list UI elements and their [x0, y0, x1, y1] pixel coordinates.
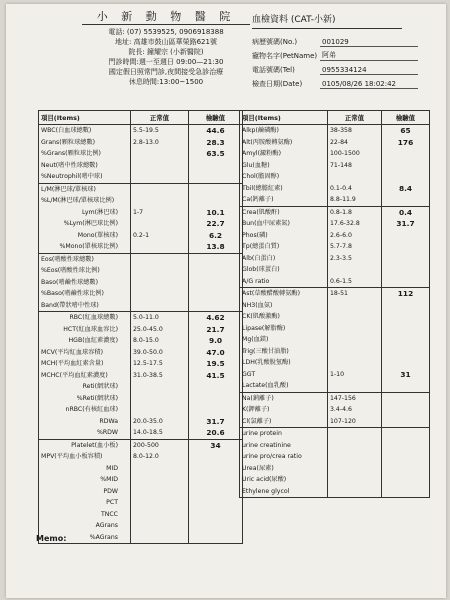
reference-range: [330, 323, 379, 335]
column-header-ref: 正常值: [328, 111, 382, 125]
item-name: WBC(白血球總數): [41, 127, 92, 134]
test-result: [384, 323, 427, 335]
reference-range-cell: [328, 125, 382, 207]
test-result: [191, 451, 240, 463]
reference-range: [330, 451, 379, 463]
clinic-rest-time: 休息時間:13:00~1500: [128, 78, 204, 86]
test-result: [384, 451, 427, 463]
item-name: %Baso(嗜鹼性球比例): [41, 290, 104, 297]
item-name: %Neutrophil(嗜中球): [41, 173, 103, 180]
reference-range: 1-7: [133, 208, 144, 216]
item-name: Grans(顆粒球總數): [41, 138, 96, 146]
report-title-rule: [252, 28, 402, 29]
reference-range: 71-148: [330, 161, 352, 169]
meta-label: 電話號碼(Tel): [252, 66, 295, 74]
reference-range: [133, 300, 186, 312]
reference-range: [330, 334, 379, 346]
test-result: [191, 277, 240, 289]
reference-range: [330, 357, 379, 369]
meta-label: 寵物名字(PetName): [252, 52, 318, 60]
test-result: 65: [400, 126, 411, 135]
reference-range: [330, 474, 379, 486]
item-name: Ast(草酸醋酸轉氨酶): [242, 290, 301, 297]
reference-range-cell: [328, 392, 382, 428]
item-name: Bun(血中尿素氮): [242, 220, 290, 227]
item-name: Urea(尿素): [242, 464, 274, 472]
test-result-cell: [189, 439, 243, 544]
test-result: [384, 334, 427, 346]
test-result-cell: [189, 183, 243, 253]
item-name: MPV(平均血小板容積): [41, 453, 103, 460]
item-name: Ca(鈣離子): [242, 196, 274, 203]
test-result: 47.0: [206, 347, 225, 357]
item-name-cell: [240, 288, 328, 393]
table-section-row: [39, 183, 243, 253]
item-name: Mono(單核球): [77, 231, 118, 239]
reference-range: 38-358: [330, 127, 352, 134]
test-result: [384, 486, 427, 498]
item-name: K(鉀離子): [242, 406, 270, 413]
item-name: Neut(嗜中性球總數): [41, 161, 98, 169]
item-name-cell: [39, 253, 131, 312]
item-name: Ethylene glycol: [242, 487, 290, 495]
test-result: [384, 264, 427, 276]
item-name: Crea(肌酸酐): [242, 208, 280, 216]
test-result: 19.5: [206, 359, 225, 368]
clinic-header: [76, 12, 256, 87]
reference-range: 12.5-17.5: [133, 360, 163, 367]
report-paper: [6, 4, 446, 598]
item-name: HGB(血紅素濃度): [68, 337, 118, 344]
item-name: Glob(球蛋白): [242, 266, 280, 273]
reference-range: [330, 463, 379, 475]
test-result: [384, 404, 427, 416]
meta-value: 001029: [320, 38, 418, 47]
item-name: Mg(血鎂): [242, 336, 269, 343]
test-result: [384, 241, 427, 253]
clinic-name: 小 新 動 物 醫 院: [96, 10, 236, 23]
item-name-cell: [39, 439, 131, 544]
test-result: [384, 440, 427, 452]
reference-range: [133, 463, 186, 475]
item-name: %Eos(嗜酸性球比例): [41, 267, 100, 274]
test-result: [191, 265, 240, 277]
table-section-row: [240, 392, 430, 428]
reference-range: 2.8-13.0: [133, 138, 159, 146]
column-header-item: 項目(Items): [240, 111, 328, 125]
test-result: [191, 160, 240, 172]
test-result: [191, 532, 240, 544]
test-result: [384, 463, 427, 475]
reference-range: [133, 160, 186, 172]
item-name: Glu(血糖): [242, 161, 270, 169]
item-name: Tbil(總膽紅素): [242, 184, 283, 192]
reference-range: [133, 241, 186, 253]
item-name: Reti(網狀球): [82, 383, 118, 390]
reference-range: 8.0-15.0: [133, 337, 159, 344]
item-name: Alb(白蛋白): [242, 254, 276, 262]
item-name: MCV(平均紅血球容積): [41, 348, 104, 356]
item-name: HCT(紅血球血容比): [63, 325, 118, 333]
reference-range: 2.6-6.0: [330, 231, 352, 239]
item-name: CK(肌酸激酶): [242, 313, 280, 320]
table-section-row: [240, 288, 430, 393]
item-name: Lym(淋巴球): [82, 208, 118, 216]
test-result: 0.4: [398, 207, 413, 217]
reference-range: [330, 171, 379, 183]
item-name: LDH(乳酸脫氫酶): [242, 359, 291, 366]
item-name: MID: [106, 464, 118, 472]
test-result: 31.7: [396, 219, 415, 228]
reference-range: [133, 254, 186, 266]
column-header-result: 檢驗值: [189, 111, 243, 125]
table-section-row: [240, 428, 430, 498]
test-result: 176: [397, 137, 414, 147]
reference-range: 3.4-4.6: [330, 406, 352, 413]
meta-value: 0955334124: [320, 66, 418, 75]
test-result: [384, 171, 427, 183]
item-name: Alt(丙胺酸轉氨酶): [242, 138, 293, 146]
item-name: RDWa: [99, 417, 118, 425]
test-result: 4.62: [206, 313, 225, 322]
meta-value: 阿弟: [320, 50, 418, 61]
reference-range: 107-120: [330, 417, 356, 425]
item-name: MCHC(平均血紅素濃度): [41, 371, 108, 379]
test-result-cell: [189, 125, 243, 184]
column-header-item: 項目(Items): [39, 111, 131, 125]
report-info: [252, 12, 442, 89]
item-name: urine creatinine: [242, 441, 291, 449]
meta-row: [252, 33, 442, 47]
test-result: [384, 428, 427, 440]
reference-range: [330, 428, 379, 440]
reference-range: 5.7-7.8: [330, 243, 352, 250]
test-result: [191, 195, 240, 207]
reference-range: [133, 497, 186, 509]
item-name: TNCC: [100, 510, 118, 518]
reference-range: [133, 148, 186, 160]
reference-range: [133, 218, 186, 230]
clinic-hours: 門診時間:週一至週日 09:00—21:30: [108, 58, 224, 66]
hematology-table: [38, 110, 243, 544]
test-result: [191, 393, 240, 405]
table-section-row: [39, 439, 243, 544]
test-result: [191, 509, 240, 521]
item-name: Uric acid(尿酸): [242, 476, 287, 483]
reference-range-cell: [131, 253, 189, 312]
item-name: Lipase(解脂酶): [242, 324, 286, 332]
test-result: [384, 148, 427, 160]
reference-range: [133, 195, 186, 207]
reference-range-cell: [131, 125, 189, 184]
reference-range: 31.0-38.5: [133, 371, 163, 379]
item-name-cell: [39, 183, 131, 253]
reference-range: 20.0-35.0: [133, 417, 163, 425]
item-name: %Lym(淋巴球比例): [63, 220, 118, 227]
reference-range: [330, 300, 379, 312]
test-result: 112: [397, 289, 414, 298]
test-result: [384, 300, 427, 312]
item-name: PDW: [103, 487, 118, 495]
item-name: nRBC(有核紅血球): [65, 406, 118, 413]
clinic-address: 地址: 高雄市鼓山區華榮路621號: [115, 38, 217, 46]
reference-range: 0.6-1.5: [330, 277, 352, 285]
test-result: [191, 497, 240, 509]
item-name: GGT: [242, 370, 256, 378]
reference-range: [133, 184, 186, 196]
test-result: [191, 381, 240, 393]
test-result: [384, 230, 427, 242]
test-result: 10.1: [206, 207, 225, 217]
test-result: [384, 393, 427, 405]
test-result: 31: [400, 369, 411, 379]
column-header-result: 檢驗值: [382, 111, 430, 125]
test-result: [384, 276, 427, 288]
reference-range: 22-84: [330, 138, 348, 146]
clinic-director: 院長: 鐘耀宗 (小新醫院): [128, 48, 204, 56]
reference-range: [330, 311, 379, 323]
reference-range: [133, 265, 186, 277]
item-name-cell: [39, 312, 131, 440]
memo-label: Memo:: [36, 534, 67, 543]
test-result: 9.0: [208, 336, 223, 345]
item-name: %L/M(淋巴球/單核球比例): [41, 197, 115, 204]
item-name: L/M(淋巴球/單核球): [41, 185, 96, 193]
test-result: [384, 160, 427, 172]
item-name: Alkp(鹼磷酶): [242, 127, 279, 134]
item-name: Cl(氯離子): [242, 417, 272, 425]
item-name: RBC(紅血球總數): [69, 314, 118, 321]
test-result: [191, 184, 240, 196]
test-result-cell: [382, 428, 430, 498]
test-result: [384, 416, 427, 428]
reference-range: [133, 381, 186, 393]
reference-range: [133, 474, 186, 486]
test-result: [384, 357, 427, 369]
test-result-cell: [382, 392, 430, 428]
reference-range: [133, 288, 186, 300]
reference-range-cell: [328, 288, 382, 393]
item-name-cell: [240, 392, 328, 428]
test-result: [384, 474, 427, 486]
reference-range-cell: [131, 439, 189, 544]
reference-range-cell: [131, 312, 189, 440]
test-result: [384, 253, 427, 265]
meta-row: [252, 61, 442, 75]
reference-range: [133, 509, 186, 521]
table-header-row: [240, 111, 430, 125]
reference-range: [330, 486, 379, 498]
meta-value: 0105/08/26 18:02:42: [320, 80, 418, 89]
item-name: Eos(嗜酸性球總數): [41, 255, 94, 263]
reference-range: 25.0-45.0: [133, 325, 163, 333]
reference-range: [330, 346, 379, 358]
item-name-cell: [240, 206, 328, 288]
meta-label: 檢查日期(Date): [252, 80, 303, 88]
item-name: NH3(血氨): [242, 301, 273, 309]
item-name: Na(鈉離子): [242, 394, 274, 402]
item-name: %Grans(顆粒球比例): [41, 150, 101, 157]
reference-range: 5.5-19.5: [133, 127, 159, 134]
item-name: %AGrans: [89, 533, 118, 541]
reference-range: [330, 380, 379, 392]
reference-range: 2.3-3.5: [330, 254, 352, 262]
item-name: PCT: [106, 499, 118, 506]
test-result: [191, 404, 240, 416]
item-name: Tp(總蛋白質): [242, 243, 280, 250]
item-name: A/G ratio: [242, 277, 270, 285]
item-name: Trig(三酸甘油脂): [242, 347, 289, 355]
meta-row: [252, 47, 442, 61]
item-name: Lactate(血乳酸): [242, 382, 289, 389]
reference-range: [133, 486, 186, 498]
item-name: urine protein: [242, 430, 282, 437]
reference-range: 39.0-50.0: [133, 348, 163, 356]
test-result: 20.6: [206, 428, 225, 437]
test-result: [191, 463, 240, 475]
table-section-row: [240, 206, 430, 288]
reference-range: [133, 277, 186, 289]
reference-range-cell: [131, 183, 189, 253]
test-result-cell: [382, 125, 430, 207]
test-result-cell: [189, 253, 243, 312]
meta-label: 病歷號碼(No.): [252, 38, 298, 46]
reference-range: 8.0-12.0: [133, 453, 159, 460]
reference-range: 1-10: [330, 370, 345, 378]
item-name: %MID: [100, 476, 118, 483]
item-name: AGrans: [95, 522, 118, 529]
item-name: Phos(磷): [242, 231, 268, 239]
test-result: [191, 486, 240, 498]
test-result: 6.2: [208, 230, 223, 240]
item-name: %Mono(單核球比例): [59, 243, 118, 250]
reference-range: [133, 532, 186, 544]
meta-row: [252, 75, 442, 89]
item-name: urine pro/crea ratio: [242, 453, 302, 460]
test-result: 44.6: [206, 126, 225, 135]
reference-range: 0.1-0.4: [330, 184, 352, 192]
test-result: 31.7: [206, 416, 225, 426]
reference-range-cell: [328, 428, 382, 498]
test-result: [191, 171, 240, 183]
reference-range: [133, 404, 186, 416]
test-result: 28.3: [206, 137, 225, 147]
reference-range: [133, 520, 186, 532]
reference-range: 147-156: [330, 394, 356, 402]
item-name-cell: [240, 125, 328, 207]
item-name: Platelet(血小板): [71, 441, 118, 449]
table-section-row: [39, 253, 243, 312]
table-section-row: [39, 312, 243, 440]
report-title: 血檢資料 (CAT-小新): [252, 15, 336, 25]
test-result: [191, 520, 240, 532]
reference-range: 200-500: [133, 441, 159, 449]
test-result: [384, 194, 427, 206]
test-result: [384, 380, 427, 392]
test-result: 13.8: [206, 242, 225, 251]
test-result-cell: [189, 312, 243, 440]
table-header-row: [39, 111, 243, 125]
reference-range: 17.6-32.8: [330, 220, 360, 227]
reference-range: 0.8-1.8: [330, 208, 352, 216]
reference-range: 5.0-11.0: [133, 314, 159, 321]
chemistry-table: [239, 110, 430, 498]
item-name-cell: [240, 428, 328, 498]
test-result-cell: [382, 288, 430, 393]
test-result: 34: [210, 440, 221, 450]
reference-range: [133, 393, 186, 405]
test-result: [384, 311, 427, 323]
item-name: Baso(嗜鹼性球總數): [41, 278, 98, 286]
reference-range-cell: [328, 206, 382, 288]
reference-range: 0.2-1: [133, 231, 150, 239]
test-result: [191, 254, 240, 266]
table-section-row: [240, 125, 430, 207]
test-result: 63.5: [206, 149, 225, 158]
item-name: MCH(平均血紅素含量): [41, 360, 104, 367]
item-name-cell: [39, 125, 131, 184]
test-result: 21.7: [206, 324, 225, 334]
item-name: %RDW: [96, 429, 118, 436]
test-result: 8.4: [398, 183, 413, 193]
reference-range: [330, 440, 379, 452]
test-result: [191, 300, 240, 312]
item-name: Band(帶狀嗜中性球): [41, 301, 99, 309]
clinic-phone: 電話: (07) 5539525, 0906918388: [108, 28, 224, 36]
column-header-ref: 正常值: [131, 111, 189, 125]
reference-range: 100-1500: [330, 150, 360, 157]
reference-range: 18-51: [330, 290, 348, 297]
test-result: 22.7: [206, 219, 225, 228]
header-rule: [82, 24, 250, 25]
item-name: Amyl(澱粉酶): [242, 150, 282, 157]
test-result: [384, 346, 427, 358]
test-result: [191, 288, 240, 300]
table-section-row: [39, 125, 243, 184]
reference-range: 14.0-18.5: [133, 429, 163, 436]
reference-range: [330, 264, 379, 276]
test-result: [191, 474, 240, 486]
reference-range: 8.8-11.9: [330, 196, 356, 203]
item-name: Chol(膽固醇): [242, 173, 280, 180]
item-name: %Reti(網狀球): [76, 394, 118, 402]
reference-range: [133, 171, 186, 183]
clinic-holiday-note: 國定假日照常門診,夜間接受急診治療: [108, 68, 224, 76]
test-result: 41.5: [206, 370, 225, 380]
test-result-cell: [382, 206, 430, 288]
